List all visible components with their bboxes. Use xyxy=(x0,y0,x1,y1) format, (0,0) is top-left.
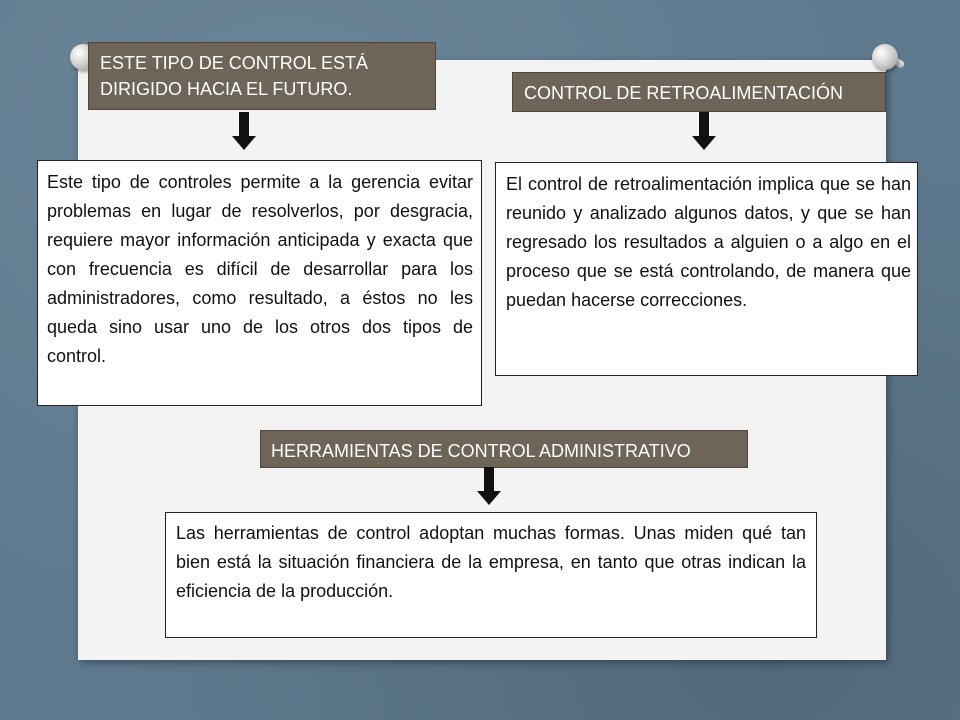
text-box-feedback xyxy=(495,162,918,376)
text-box-tools xyxy=(165,512,817,638)
text-feedback: El control de retroalimentación implica que se han reunido y analizado algunos datos, y que se han regresado los resultados a alguien o a algo en el proceso que se está controlando, de manera que puedan hacerse correcciones. xyxy=(506,174,911,310)
arrow-down-icon xyxy=(236,112,252,152)
header-tools-label: HERRAMIENTAS DE CONTROL ADMINISTRATIVO xyxy=(271,441,691,461)
text-box-future xyxy=(37,160,482,406)
header-future-control xyxy=(88,42,436,110)
text-future: Este tipo de controles permite a la gerencia evitar problemas en lugar de resolverlos, por desgracia, requiere mayor información anticipada y exacta que con frecuencia es difícil de desarrollar para los administradores, como resultado, a éstos no les queda sino usar uno de los otros dos tipos de control. xyxy=(47,172,473,366)
header-future-line1: ESTE TIPO DE CONTROL ESTÁ xyxy=(100,53,369,73)
arrow-down-icon xyxy=(696,112,712,152)
header-tools xyxy=(260,430,748,468)
header-feedback-control xyxy=(512,72,886,112)
arrow-down-icon xyxy=(481,467,497,507)
pushpin-right-icon xyxy=(872,44,898,70)
header-feedback-label: CONTROL DE RETROALIMENTACIÓN xyxy=(524,83,844,103)
header-future-line2: DIRIGIDO HACIA EL FUTURO. xyxy=(100,79,353,99)
text-tools: Las herramientas de control adoptan muchas formas. Unas miden qué tan bien está la situación financiera de la empresa, en tanto que otras indican la eficiencia de la producción. xyxy=(176,523,806,601)
